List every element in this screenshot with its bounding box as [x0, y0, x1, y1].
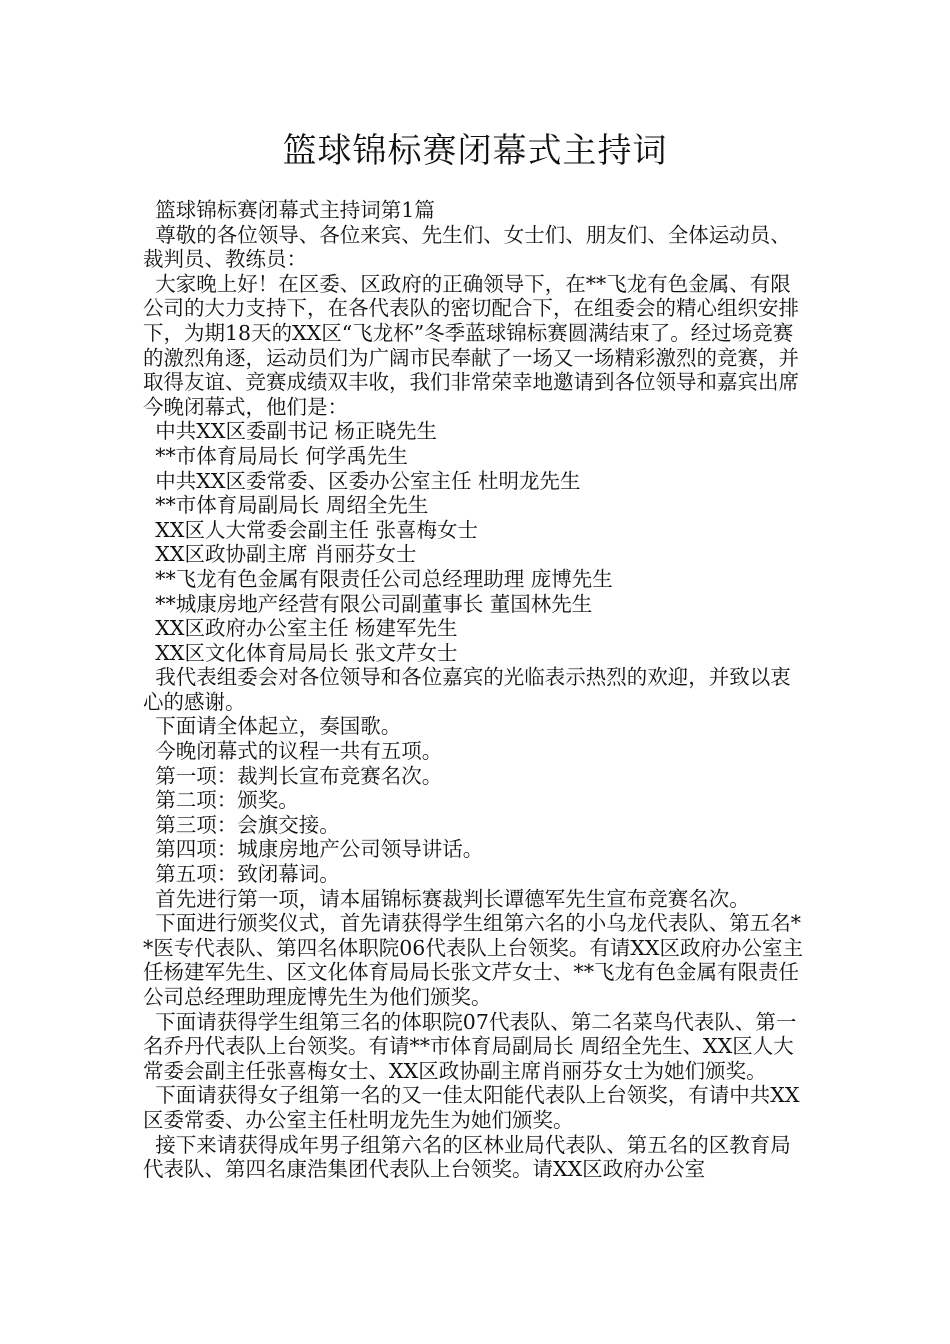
paragraph: 大家晚上好！在区委、区政府的正确领导下，在**飞龙有色金属、有限公司的大力支持下，在各代表队的密切配合下，在组委会的精心组织安排下，为期18天的XX区“飞龙杯”冬季蓝球锦标赛圆满结束了。经过场竞赛的激烈角逐，运动员们为广阔市民奉献了一场又一场精彩激烈的竞赛，并取得友谊、竞赛成绩双丰收，我们非常荣幸地邀请到各位领导和嘉宾出席今晚闭幕式，他们是： — [143, 271, 799, 419]
paragraph: 第二项：颁奖。 — [155, 788, 299, 813]
document-title: 篮球锦标赛闭幕式主持词 — [282, 131, 668, 171]
paragraph: 下面请获得学生组第三名的体职院07代表队、第二名菜鸟代表队、第一名乔丹代表队上台领奖。有请**市体育局副局长 周绍全先生、XX区人大常委会副主任张喜梅女士、XX区政协副主席肖丽芬女士为她们颁奖。 — [143, 1009, 797, 1083]
paragraph: XX区文化体育局局长 张文芹女士 — [155, 640, 458, 665]
paragraph: 今晚闭幕式的议程一共有五项。 — [155, 739, 443, 764]
paragraph: 接下来请获得成年男子组第六名的区林业局代表队、第五名的区教育局代表队、第四名康浩集团代表队上台领奖。请XX区政府办公室 — [143, 1132, 791, 1182]
paragraph: 我代表组委会对各位领导和各位嘉宾的光临表示热烈的欢迎，并致以衷心的感谢。 — [143, 665, 791, 714]
paragraph: 下面进行颁奖仪式，首先请获得学生组第六名的小乌龙代表队、第五名**医专代表队、第四名体职院06代表队上台领奖。有请XX区政府办公室主任杨建军先生、区文化体育局局长张文芹女士、**飞龙有色金属有限责任公司总经理助理庞博先生为他们颁奖。 — [143, 911, 804, 1009]
paragraph: **城康房地产经营有限公司副董事长 董国林先生 — [155, 591, 593, 616]
paragraph: **市体育局副局长 周绍全先生 — [155, 493, 429, 518]
paragraph: 中共XX区委常委、区委办公室主任 杜明龙先生 — [155, 468, 581, 493]
paragraph: **飞龙有色金属有限责任公司总经理助理 庞博先生 — [155, 566, 613, 591]
document-body — [143, 198, 811, 1182]
paragraph: XX区人大常委会副主任 张喜梅女士 — [155, 517, 479, 542]
paragraph: 篮球锦标赛闭幕式主持词第1篇 — [155, 198, 435, 222]
paragraph: 尊敬的各位领导、各位来宾、先生们、女士们、朋友们、全体运动员、裁判员、教练员： — [143, 222, 791, 272]
paragraph: XX区政府办公室主任 杨建军先生 — [155, 616, 458, 641]
paragraph: XX区政协副主席 肖丽芬女士 — [155, 542, 417, 567]
paragraph: 下面请全体起立，奏国歌。 — [155, 714, 402, 739]
paragraph: 中共XX区委副书记 杨正晓先生 — [155, 419, 438, 444]
paragraph: 第五项：致闭幕词。 — [155, 862, 340, 887]
paragraph: 第一项：裁判长宣布竞赛名次。 — [155, 763, 443, 788]
paragraph: **市体育局局长 何学禹先生 — [155, 443, 408, 468]
paragraph: 第四项：城康房地产公司领导讲话。 — [155, 837, 484, 862]
paragraph: 下面请获得女子组第一名的又一佳太阳能代表队上台领奖，有请中共XX区委常委、办公室主任杜明龙先生为她们颁奖。 — [143, 1083, 800, 1132]
paragraph: 首先进行第一项，请本届锦标赛裁判长谭德军先生宣布竞赛名次。 — [155, 886, 750, 911]
paragraph: 第三项：会旗交接。 — [155, 812, 340, 837]
